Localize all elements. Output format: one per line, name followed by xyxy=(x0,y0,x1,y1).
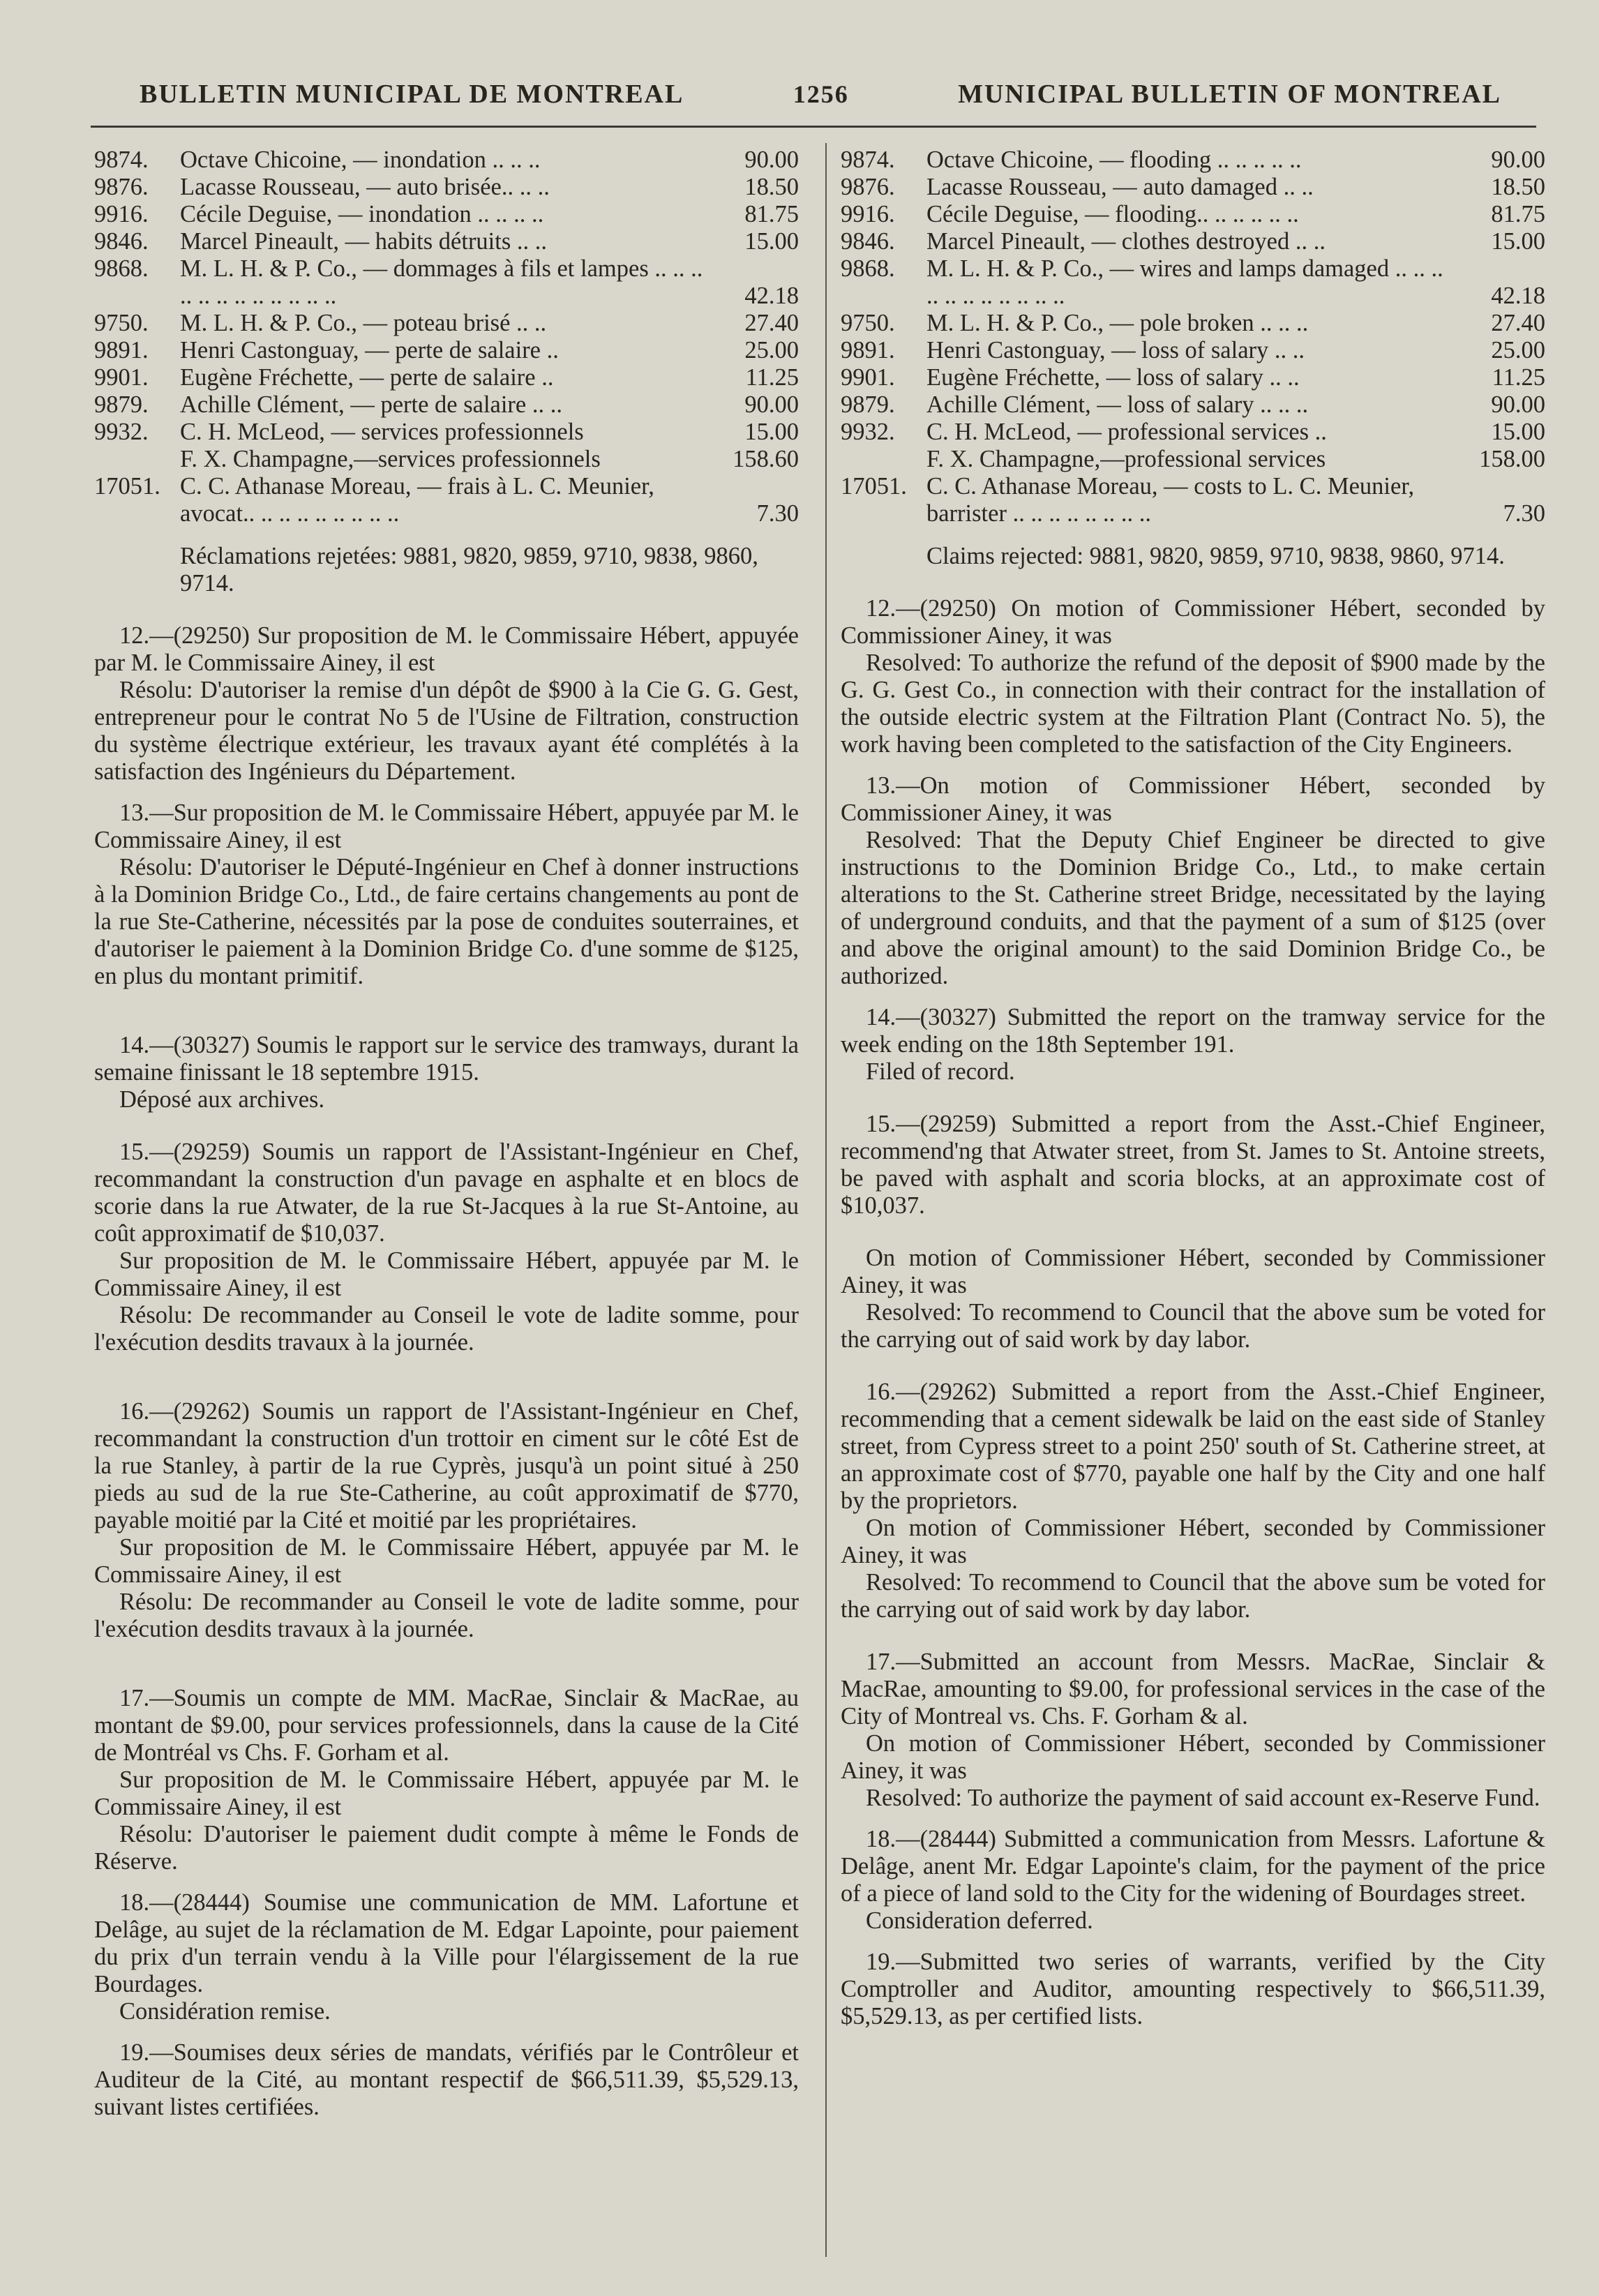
claim-row xyxy=(841,201,1545,228)
claim-amount: 81.75 xyxy=(1491,201,1545,227)
claim-description: Cécile Deguise, — flooding.. .. .. .. .. .. xyxy=(926,201,1299,227)
page-number: 1256 xyxy=(793,80,849,108)
claim-description: Octave Chicoine, — flooding .. .. .. .. .. xyxy=(926,147,1302,173)
claim-amount: 90.00 xyxy=(744,391,799,418)
item-14-decision: Déposé aux archives. xyxy=(119,1086,325,1113)
item-16-report: 16.—(29262) Submitted a report from the Asst.-Chief Engineer, recommending that a cement sidewalk be laid on the east side of Stanley street, from Cypress street to a point 250' south of St. Catherine street, at an approximate cost of $770, payable one half by the City and one half by the proprietors. xyxy=(841,1379,1545,1514)
claim-amount: 27.40 xyxy=(1491,310,1545,336)
claim-amount: 11.25 xyxy=(1492,364,1545,391)
claim-row xyxy=(841,337,1545,364)
claim-number: 9846. xyxy=(841,228,895,255)
claim-amount: 15.00 xyxy=(1491,228,1545,255)
claim-number: 9891. xyxy=(94,337,149,363)
claim-description: C. H. McLeod, — professional services .. xyxy=(926,419,1327,445)
claim-row xyxy=(94,147,799,174)
claim-amount: 15.00 xyxy=(744,228,799,255)
claim-amount: 158.00 xyxy=(1479,446,1545,472)
item-15-motion: Sur proposition de M. le Commissaire Hébert, appuyée par M. le Commissaire Ainey, il est xyxy=(94,1247,799,1301)
claim-number: 9891. xyxy=(841,337,895,363)
claim-number: 9876. xyxy=(94,174,149,200)
item-17-account: 17.—Soumis un compte de MM. MacRae, Sinclair & MacRae, au montant de $9.00, pour services professionnels, dans la cause de la Cité de Montréal vs Chs. F. Gorham et al. xyxy=(94,1685,799,1766)
item-14-decision: Filed of record. xyxy=(866,1058,1015,1085)
claim-row xyxy=(841,419,1545,446)
claim-row xyxy=(841,473,1545,527)
claim-number: 9916. xyxy=(94,201,149,227)
claim-row xyxy=(841,364,1545,391)
claim-row xyxy=(841,147,1545,174)
item-19-warrants: 19.—Soumises deux séries de mandats, vérifiés par le Contrôleur et Auditeur de la Cité, au montant respectif de $66,511.39, $5,529.13, suivant listes certifiées. xyxy=(94,2039,799,2120)
claim-number: 9750. xyxy=(94,310,149,336)
claim-description: Lacasse Rousseau, — auto brisée.. .. .. xyxy=(180,174,550,200)
claim-amount: 25.00 xyxy=(1491,337,1545,363)
claim-row xyxy=(94,310,799,337)
claim-description: M. L. H. & P. Co., — pole broken .. .. .. xyxy=(926,310,1309,336)
claim-amount: 42.18 xyxy=(1491,283,1545,309)
item-12-motion: 12.—(29250) Sur proposition de M. le Commissaire Hébert, appuyée par M. le Commissaire Ainey, il est xyxy=(94,622,799,676)
claim-row xyxy=(841,446,1545,473)
item-13-resolution: Résolu: D'autoriser le Député-Ingénieur en Chef à donner instructions à la Dominion Bridge Co., Ltd., de faire certains changements au pont de la rue Ste-Catherine, nécessités par la pose de conduites souterraines, et d'autoriser le paiement à la Dominion Bridge Co. d'une somme de $125, en plus du montant primitif. xyxy=(94,854,799,989)
claim-amount: 42.18 xyxy=(744,283,799,309)
claim-number: 9879. xyxy=(94,391,149,418)
claim-description: C. C. Athanase Moreau, — frais à L. C. Meunier, avocat.. .. .. .. .. .. .. .. .. xyxy=(180,473,654,527)
item-18-decision: Considération remise. xyxy=(119,1998,331,2025)
claim-description: F. X. Champagne,—services professionnels xyxy=(180,446,601,472)
claims-list-french xyxy=(94,147,799,527)
claim-amount: 11.25 xyxy=(745,364,799,391)
item-14-report: 14.—(30327) Soumis le rapport sur le service des tramways, durant la semaine finissant le 18 septembre 1915. xyxy=(94,1032,799,1086)
claim-description: M. L. H. & P. Co., — wires and lamps damaged .. .. .. .. .. .. .. .. .. .. .. xyxy=(926,255,1443,309)
item-13-resolution: Resolved: That the Deputy Chief Engineer be directed to give instructionıs to the Dominion Bridge Co., Ltd., to make certain alterations to the St. Catherine street Bridge, necessitated by the laying of underground conduits, and that the payment of a sum of $125 (over and above the original amount) to the said Dominion Bridge Co., be authorized. xyxy=(841,827,1545,989)
item-12-resolution: Résolu: D'autoriser la remise d'un dépôt de $900 à la Cie G. G. Gest, entrepreneur pour le contrat No 5 de l'Usine de Filtration, construction du système électrique extérieur, les travaux ayant été complétés à la satisfaction des Ingénieurs du Département. xyxy=(94,677,799,785)
header-title-english: MUNICIPAL BULLETIN OF MONTREAL xyxy=(958,80,1501,109)
claim-amount: 27.40 xyxy=(744,310,799,336)
claim-number: 9932. xyxy=(94,419,149,445)
claim-number: 9868. xyxy=(94,255,149,282)
english-column xyxy=(841,147,1545,2030)
claim-amount: 7.30 xyxy=(756,500,799,527)
claim-number: 17051. xyxy=(841,473,907,500)
item-17-motion: Sur proposition de M. le Commissaire Hébert, appuyée par M. le Commissaire Ainey, il est xyxy=(94,1766,799,1820)
claim-number: 9879. xyxy=(841,391,895,418)
claim-description: Eugène Fréchette, — perte de salaire .. xyxy=(180,364,554,391)
item-13-motion: 13.—Sur proposition de M. le Commissaire Hébert, appuyée par M. le Commissaire Ainey, il est xyxy=(94,800,799,853)
rejected-claims: Réclamations rejetées: 9881, 9820, 9859, 9710, 9838, 9860, 9714. xyxy=(180,543,758,596)
claim-number: 9846. xyxy=(94,228,149,255)
item-17-account: 17.—Submitted an account from Messrs. MacRae, Sinclair & MacRae, amounting to $9.00, for professional services in the case of the City of Montreal vs. Chs. F. Gorham & al. xyxy=(841,1649,1545,1729)
claim-row xyxy=(94,391,799,419)
claim-number: 17051. xyxy=(94,473,160,500)
item-15-motion: On motion of Commissioner Hébert, seconded by Commissioner Ainey, it was xyxy=(841,1245,1545,1298)
claim-amount: 90.00 xyxy=(1491,391,1545,418)
claim-amount: 81.75 xyxy=(744,201,799,227)
claim-number: 9901. xyxy=(841,364,895,391)
claim-number: 9916. xyxy=(841,201,895,227)
claim-amount: 7.30 xyxy=(1503,500,1545,527)
header-rule xyxy=(91,126,1536,128)
item-15-report: 15.—(29259) Submitted a report from the Asst.-Chief Engineer, recommend'ng that Atwater street, from St. James to St. Antoine streets, be paved with asphalt and scoria blocks, at an approximate cost of $10,037. xyxy=(841,1111,1545,1219)
item-16-resolution: Résolu: De recommander au Conseil le vote de ladite somme, pour l'exécution desdits travaux à la journée. xyxy=(94,1589,799,1642)
item-12-motion: 12.—(29250) On motion of Commissioner Hébert, seconded by Commissioner Ainey, it was xyxy=(841,595,1545,649)
item-18-communication: 18.—(28444) Soumise une communication de MM. Lafortune et Delâge, au sujet de la réclamation de M. Edgar Lapointe, pour paiement du prix d'un terrain vendu à la Ville pour l'élargissement de la rue Bourdages. xyxy=(94,1889,799,1997)
item-15-report: 15.—(29259) Soumis un rapport de l'Assistant-Ingénieur en Chef, recommandant la construction d'un pavage en asphalte et en blocs de scorie dans la rue Atwater, de la rue St-Jacques à la rue St-Antoine, au coût approximatif de $10,037. xyxy=(94,1139,799,1247)
claim-row xyxy=(841,174,1545,201)
claim-amount: 158.60 xyxy=(733,446,799,472)
claim-description: M. L. H. & P. Co., — dommages à fils et lampes .. .. .. .. .. .. .. .. .. .. .. .. xyxy=(180,255,703,309)
page-header xyxy=(140,70,1501,119)
claim-row xyxy=(94,228,799,255)
claim-row xyxy=(841,310,1545,337)
item-16-motion: Sur proposition de M. le Commissaire Hébert, appuyée par M. le Commissaire Ainey, il est xyxy=(94,1534,799,1588)
item-18-decision: Consideration deferred. xyxy=(866,1907,1093,1934)
claim-row xyxy=(841,255,1545,310)
claim-row xyxy=(94,473,799,527)
item-17-resolution: Résolu: D'autoriser le paiement dudit compte à même le Fonds de Réserve. xyxy=(94,1821,799,1875)
claim-description: Eugène Fréchette, — loss of salary .. .. xyxy=(926,364,1300,391)
claim-description: F. X. Champagne,—professional services xyxy=(926,446,1326,472)
claim-amount: 25.00 xyxy=(744,337,799,363)
claim-description: C. H. McLeod, — services professionnels xyxy=(180,419,584,445)
claim-description: Henri Castonguay, — perte de salaire .. xyxy=(180,337,559,363)
claim-amount: 90.00 xyxy=(1491,147,1545,173)
claim-description: C. C. Athanase Moreau, — costs to L. C. Meunier, barrister .. .. .. .. .. .. .. .. xyxy=(926,473,1415,527)
claim-number: 9876. xyxy=(841,174,895,200)
item-12-resolution: Resolved: To authorize the refund of the deposit of $900 made by the G. G. Gest Co., in connection with their contract for the installation of the outside electric system at the Filtration Plant (Contract No. 5), the work having been completed to the satisfaction of the City Engineers. xyxy=(841,650,1545,758)
claim-description: Octave Chicoine, — inondation .. .. .. xyxy=(180,147,541,173)
item-16-resolution: Resolved: To recommend to Council that the above sum be voted for the carrying out of said work by day labor. xyxy=(841,1569,1545,1623)
claim-number: 9868. xyxy=(841,255,895,282)
claim-row xyxy=(94,255,799,310)
claim-number: 9874. xyxy=(841,147,895,173)
item-15-resolution: Résolu: De recommander au Conseil le vote de ladite somme, pour l'exécution desdits travaux à la journée. xyxy=(94,1302,799,1356)
item-16-report: 16.—(29262) Soumis un rapport de l'Assistant-Ingénieur en Chef, recommandant la construction d'un trottoir en ciment sur le côté Est de la rue Stanley, à partir de la rue Cyprès, jusqu'à un point situé à 250 pieds au sud de la rue Ste-Catherine, au coût approximatif de $770, payable moitié par la Cité et moitié par les propriétaires. xyxy=(94,1398,799,1533)
claim-row xyxy=(94,201,799,228)
claim-row xyxy=(94,419,799,446)
french-column xyxy=(94,147,799,2121)
claim-description: M. L. H. & P. Co., — poteau brisé .. .. xyxy=(180,310,547,336)
claim-amount: 15.00 xyxy=(744,419,799,445)
claims-list-english xyxy=(841,147,1545,527)
claim-description: Achille Clément, — perte de salaire .. .. xyxy=(180,391,562,418)
item-13-motion: 13.—On motion of Commissioner Hébert, seconded by Commissioner Ainey, it was xyxy=(841,772,1545,826)
item-16-motion: On motion of Commissioner Hébert, seconded by Commissioner Ainey, it was xyxy=(841,1515,1545,1568)
claim-description: Marcel Pineault, — clothes destroyed .. .. xyxy=(926,228,1326,255)
claim-amount: 15.00 xyxy=(1491,419,1545,445)
claim-row xyxy=(94,364,799,391)
claim-amount: 18.50 xyxy=(744,174,799,200)
claim-row xyxy=(94,337,799,364)
claim-description: Henri Castonguay, — loss of salary .. .. xyxy=(926,337,1305,363)
claim-number: 9932. xyxy=(841,419,895,445)
claim-description: Cécile Deguise, — inondation .. .. .. .. xyxy=(180,201,544,227)
claim-number: 9750. xyxy=(841,310,895,336)
claim-number: 9874. xyxy=(94,147,149,173)
claim-amount: 90.00 xyxy=(744,147,799,173)
item-18-communication: 18.—(28444) Submitted a communication from Messrs. Lafortune & Delâge, anent Mr. Edgar Lapointe's claim, for the payment of the price of a piece of land sold to the City for the widening of Bourdages street. xyxy=(841,1826,1545,1907)
item-17-motion: On motion of Commissioner Hébert, seconded by Commissioner Ainey, it was xyxy=(841,1730,1545,1784)
claim-row xyxy=(94,446,799,473)
item-19-warrants: 19.—Submitted two series of warrants, verified by the City Comptroller and Auditor, amounting respectively to $66,511.39, $5,529.13, as per certified lists. xyxy=(841,1949,1545,2029)
column-divider xyxy=(825,143,827,2257)
header-title-french: BULLETIN MUNICIPAL DE MONTREAL xyxy=(140,80,684,109)
item-14-report: 14.—(30327) Submitted the report on the tramway service for the week ending on the 18th September 191. xyxy=(841,1004,1545,1058)
item-15-resolution: Resolved: To recommend to Council that the above sum be voted for the carrying out of said work by day labor. xyxy=(841,1299,1545,1353)
claim-amount: 18.50 xyxy=(1491,174,1545,200)
item-17-resolution: Resolved: To authorize the payment of said account ex-Reserve Fund. xyxy=(866,1785,1540,1811)
claim-number: 9901. xyxy=(94,364,149,391)
rejected-claims: Claims rejected: 9881, 9820, 9859, 9710, 9838, 9860, 9714. xyxy=(926,543,1505,569)
claim-description: Lacasse Rousseau, — auto damaged .. .. xyxy=(926,174,1314,200)
claim-row xyxy=(841,228,1545,255)
claim-description: Achille Clément, — loss of salary .. .. .. xyxy=(926,391,1309,418)
claim-row xyxy=(94,174,799,201)
claim-description: Marcel Pineault, — habits détruits .. .. xyxy=(180,228,548,255)
claim-row xyxy=(841,391,1545,419)
